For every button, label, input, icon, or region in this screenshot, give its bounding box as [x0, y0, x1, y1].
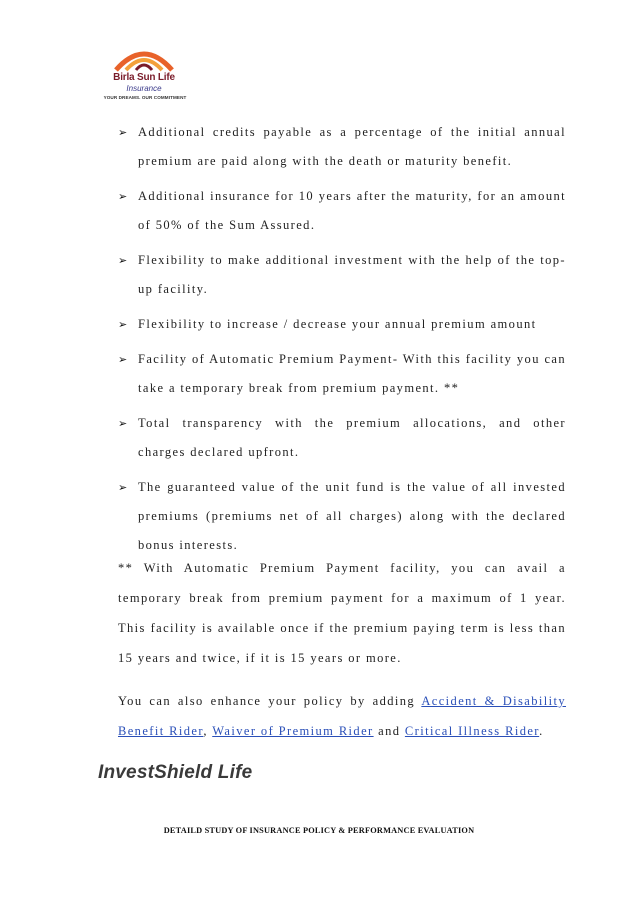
- arrow-bullet-icon: ➢: [118, 190, 129, 203]
- list-item-text: Facility of Automatic Premium Payment- With this facility you can take a temporary break from premium payment. **: [138, 352, 566, 395]
- arrow-bullet-icon: ➢: [118, 318, 129, 331]
- enhance-intro: You can also enhance your policy by adding: [118, 694, 422, 708]
- arrow-bullet-icon: ➢: [118, 126, 129, 139]
- list-item: [118, 473, 566, 560]
- sun-logo-icon: [112, 44, 176, 72]
- enhance-paragraph: [118, 686, 566, 746]
- product-name: InvestShield Life: [98, 762, 253, 783]
- enhance-end: .: [539, 724, 544, 738]
- logo-tagline: YOUR DREAMS. OUR COMMITMENT: [103, 95, 187, 100]
- list-item: [118, 310, 566, 339]
- list-item-text: Flexibility to make additional investment with the help of the top-up facility.: [138, 253, 566, 296]
- list-item: [118, 118, 566, 176]
- list-item: [118, 182, 566, 240]
- list-item-text: Additional insurance for 10 years after the maturity, for an amount of 50% of the Sum Assured.: [138, 189, 566, 232]
- list-item: [118, 246, 566, 304]
- page-footer: DETAILD STUDY OF INSURANCE POLICY & PERFORMANCE EVALUATION: [163, 826, 475, 835]
- list-item-text: Flexibility to increase / decrease your annual premium amount: [138, 317, 537, 331]
- arrow-bullet-icon: ➢: [118, 481, 129, 494]
- critical-illness-rider-link[interactable]: Critical Illness Rider: [404, 724, 540, 738]
- arrow-bullet-icon: ➢: [118, 417, 129, 430]
- list-item: [118, 409, 566, 467]
- company-logo: [94, 44, 194, 104]
- accident-disability-rider-link[interactable]: Accident & Disability Benefit Rider: [118, 694, 567, 738]
- list-item-text: Additional credits payable as a percentage of the initial annual premium are paid along with the death or maturity benefit.: [138, 125, 566, 168]
- enhance-separator: and: [373, 724, 405, 738]
- arrow-bullet-icon: ➢: [118, 254, 129, 267]
- logo-sub-text: Insurance: [126, 84, 162, 93]
- list-item-text: The guaranteed value of the unit fund is the value of all invested premiums (premiums net of all charges) along with the declared bonus interests.: [138, 480, 566, 552]
- arrow-bullet-icon: ➢: [118, 353, 129, 366]
- footnote-paragraph: ** With Automatic Premium Payment facility, you can avail a temporary break from premium payment for a maximum of 1 year. This facility is available once if the premium paying term is less than 15 years and twice, if it is 15 years or more.: [118, 561, 566, 665]
- waiver-premium-rider-link[interactable]: Waiver of Premium Rider: [212, 724, 374, 738]
- list-item: [118, 345, 566, 403]
- list-item-text: Total transparency with the premium allocations, and other charges declared upfront.: [138, 416, 566, 459]
- logo-brand-text: Birla Sun Life: [113, 72, 175, 83]
- enhance-separator: ,: [203, 724, 213, 738]
- features-list: [118, 118, 566, 566]
